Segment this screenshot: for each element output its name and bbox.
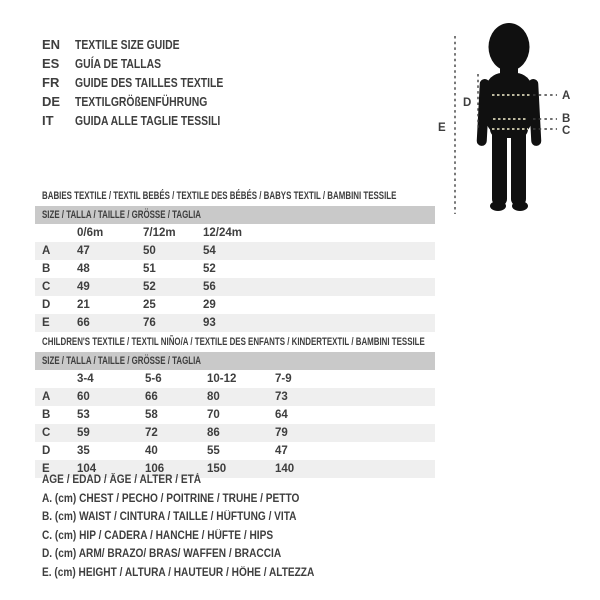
children-table-title: CHILDREN'S TEXTILE / TEXTIL NIÑO/A / TEXTILE DES ENFANTS / KINDERTEXTIL / BAMBINI TESSILE bbox=[42, 336, 425, 348]
size-value: 48 bbox=[77, 263, 90, 275]
size-value: 72 bbox=[145, 427, 158, 439]
size-value: 59 bbox=[77, 427, 90, 439]
size-value: 66 bbox=[77, 317, 90, 329]
size-value: 73 bbox=[275, 391, 288, 403]
column-header: 10-12 bbox=[207, 373, 237, 385]
row-label: A bbox=[42, 245, 51, 257]
size-value: 47 bbox=[275, 445, 288, 457]
size-value: 53 bbox=[77, 409, 90, 421]
table-row bbox=[35, 296, 435, 314]
child-measurement-diagram bbox=[436, 16, 600, 222]
column-header: 3-4 bbox=[77, 373, 94, 385]
size-value: 56 bbox=[203, 281, 216, 293]
size-value: 106 bbox=[145, 463, 165, 475]
language-label: TEXTILGRÖßENFÜHRUNG bbox=[75, 94, 208, 109]
marker-label-a: A bbox=[562, 90, 571, 102]
size-value: 50 bbox=[143, 245, 156, 257]
legend-item-arm: D. (cm) ARM/ BRAZO/ BRAS/ WAFFEN / BRACCIA bbox=[42, 548, 282, 560]
column-header: 5-6 bbox=[145, 373, 162, 385]
size-value: 52 bbox=[203, 263, 216, 275]
language-label: GUÍA DE TALLAS bbox=[75, 56, 162, 71]
language-label: TEXTILE SIZE GUIDE bbox=[75, 37, 180, 52]
size-value: 54 bbox=[203, 245, 216, 257]
row-label: B bbox=[42, 263, 51, 275]
language-code: EN bbox=[42, 37, 61, 52]
babies-table-title: BABIES TEXTILE / TEXTIL BEBÉS / TEXTILE DES BÉBÉS / BABYS TEXTIL / BAMBINI TESSILE bbox=[42, 190, 397, 202]
row-label: A bbox=[42, 391, 51, 403]
table-row bbox=[35, 260, 435, 278]
language-list bbox=[42, 35, 260, 130]
language-code: DE bbox=[42, 94, 61, 109]
language-code: IT bbox=[42, 113, 54, 128]
size-value: 21 bbox=[77, 299, 90, 311]
table-row bbox=[35, 242, 435, 260]
size-value: 55 bbox=[207, 445, 220, 457]
size-value: 80 bbox=[207, 391, 220, 403]
size-value: 70 bbox=[207, 409, 220, 421]
children-table-section bbox=[35, 332, 435, 478]
measurement-legend bbox=[42, 471, 351, 582]
size-value: 51 bbox=[143, 263, 156, 275]
marker-label-b: B bbox=[562, 113, 571, 125]
language-code: ES bbox=[42, 56, 60, 71]
legend-item-height: E. (cm) HEIGHT / ALTURA / HAUTEUR / HÖHE / ALTEZZA bbox=[42, 566, 315, 579]
table-row bbox=[35, 406, 435, 424]
row-label: E bbox=[42, 317, 50, 329]
table-row bbox=[35, 388, 435, 406]
size-value: 52 bbox=[143, 281, 156, 293]
language-label: GUIDE DES TAILLES TEXTILE bbox=[75, 75, 224, 90]
language-row-it bbox=[42, 111, 260, 130]
size-value: 29 bbox=[203, 299, 216, 311]
column-header: 12/24m bbox=[203, 227, 243, 239]
legend-item-waist: B. (cm) WAIST / CINTURA / TAILLE / HÜFTUNG / VITA bbox=[42, 511, 297, 523]
column-header: 7-9 bbox=[275, 373, 292, 385]
row-label: E bbox=[42, 463, 50, 475]
child-silhouette bbox=[477, 23, 542, 211]
size-value: 66 bbox=[145, 391, 158, 403]
size-value: 76 bbox=[143, 317, 156, 329]
marker-label-d: D bbox=[463, 97, 472, 109]
size-value: 93 bbox=[203, 317, 216, 329]
row-label: D bbox=[42, 299, 51, 311]
language-row-de bbox=[42, 92, 260, 111]
language-code: FR bbox=[42, 75, 60, 90]
marker-label-e: E bbox=[438, 122, 446, 134]
size-value: 79 bbox=[275, 427, 288, 439]
babies-table-section bbox=[35, 186, 435, 332]
size-value: 58 bbox=[145, 409, 158, 421]
marker-label-c: C bbox=[562, 125, 571, 137]
size-value: 60 bbox=[77, 391, 90, 403]
column-header: 7/12m bbox=[143, 227, 176, 239]
babies-column-header-row bbox=[35, 224, 435, 242]
size-value: 86 bbox=[207, 427, 220, 439]
table-row bbox=[35, 442, 435, 460]
children-column-header-row bbox=[35, 370, 435, 388]
size-value: 104 bbox=[77, 463, 97, 475]
size-value: 25 bbox=[143, 299, 156, 311]
table-row bbox=[35, 314, 435, 332]
legend-age-line: AGE / EDAD / ÂGE / ALTER / ETÀ bbox=[42, 474, 202, 486]
size-value: 49 bbox=[77, 281, 90, 293]
size-value: 35 bbox=[77, 445, 90, 457]
language-row-en bbox=[42, 35, 260, 54]
table-row bbox=[35, 424, 435, 442]
language-label: GUIDA ALLE TAGLIE TESSILI bbox=[75, 113, 221, 128]
legend-item-chest: A. (cm) CHEST / PECHO / POITRINE / TRUHE / PETTO bbox=[42, 492, 300, 505]
row-label: C bbox=[42, 281, 51, 293]
row-label: C bbox=[42, 427, 51, 439]
table-row bbox=[35, 278, 435, 296]
language-row-fr bbox=[42, 73, 260, 92]
size-value: 64 bbox=[275, 409, 288, 421]
babies-size-header-bar: SIZE / TALLA / TAILLE / GRÖSSE / TAGLIA bbox=[35, 206, 435, 224]
size-value: 40 bbox=[145, 445, 158, 457]
legend-item-hip: C. (cm) HIP / CADERA / HANCHE / HÜFTE / HIPS bbox=[42, 529, 274, 542]
row-label: D bbox=[42, 445, 51, 457]
row-label: B bbox=[42, 409, 51, 421]
size-value: 150 bbox=[207, 463, 227, 475]
size-value: 47 bbox=[77, 245, 90, 257]
children-size-header-bar: SIZE / TALLA / TAILLE / GRÖSSE / TAGLIA bbox=[35, 352, 435, 370]
language-row-es bbox=[42, 54, 260, 73]
column-header: 0/6m bbox=[77, 227, 104, 239]
size-value: 140 bbox=[275, 463, 295, 475]
